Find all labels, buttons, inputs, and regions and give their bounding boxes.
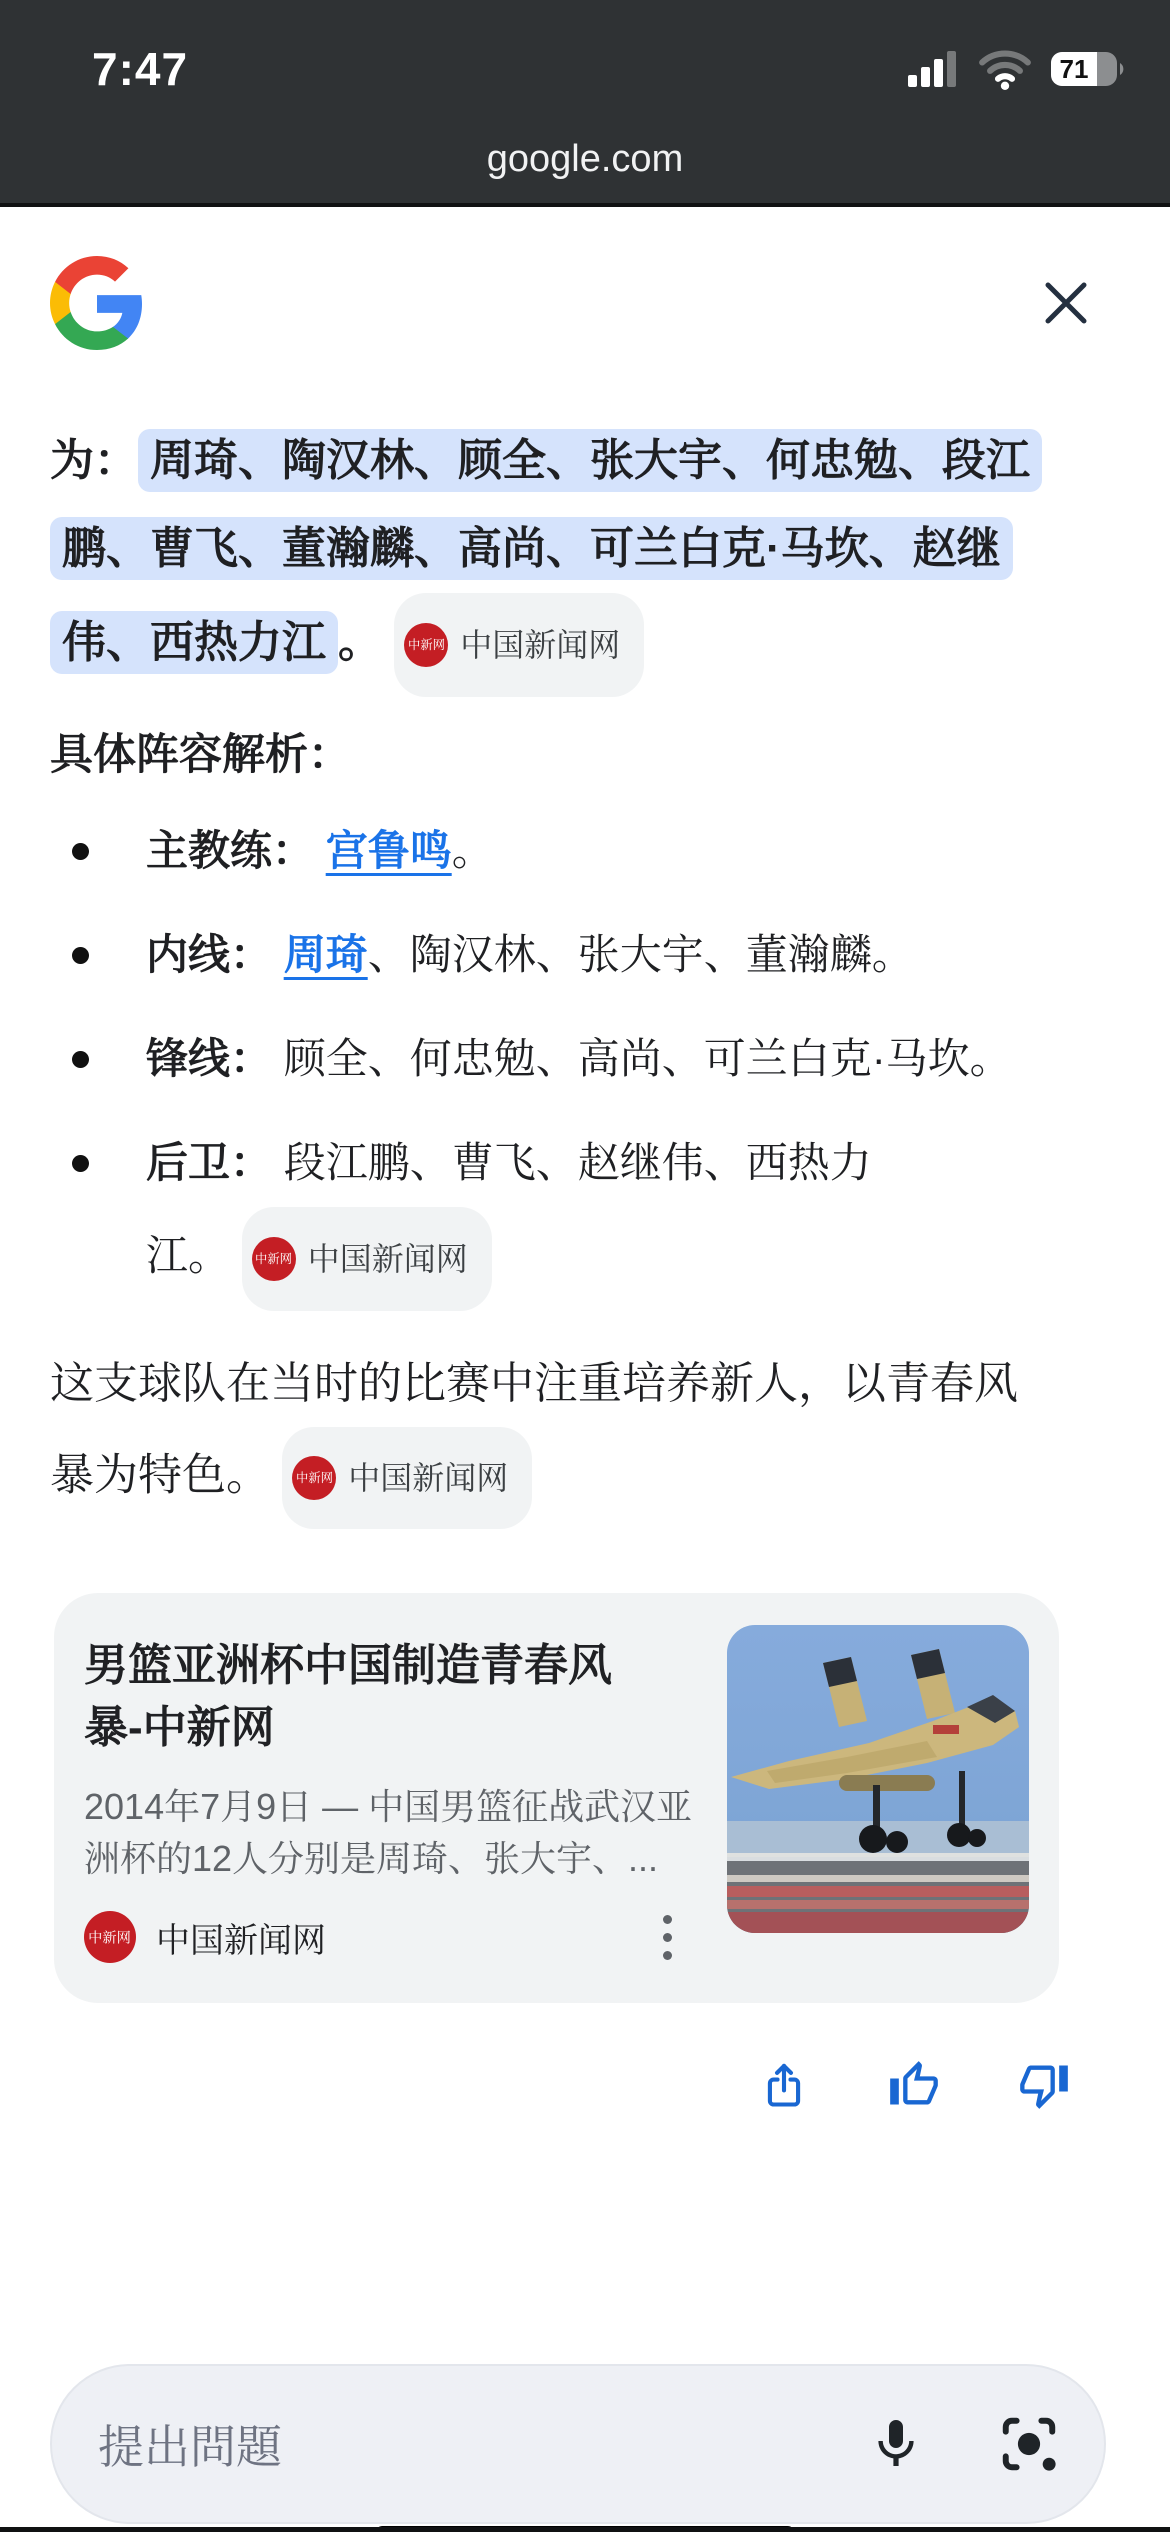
share-icon (758, 2059, 810, 2111)
source-badge-label: 中国新闻网 (307, 1241, 468, 1277)
close-button[interactable] (1038, 275, 1094, 331)
card-snippet: 2014年7月9日 — 中国男篮征战武汉亚 洲杯的12人分别是周琦、张大宇、... (84, 1786, 693, 1879)
highlighted-text[interactable]: 周琦、陶汉林、顾全、张大宇、何忠勉、段江 (138, 429, 1042, 492)
card-title[interactable]: 男篮亚洲杯中国制造青春风 暴-中新网 (84, 1641, 612, 1752)
wifi-icon (976, 48, 1034, 90)
answer-prefix: 为： (50, 436, 138, 485)
bullet-label: 主教练： (146, 827, 315, 874)
thumbs-down-icon (1018, 2059, 1070, 2111)
list-item (50, 1119, 1120, 1311)
entity-link[interactable]: 宫鲁鸣 (325, 827, 452, 874)
feedback-actions (50, 2059, 1070, 2111)
bullet-label: 锋线： (146, 1035, 273, 1082)
mic-button[interactable] (872, 2412, 920, 2476)
search-placeholder: 提出問題 (98, 2421, 282, 2473)
browser-top-bar (0, 0, 1170, 207)
bullet-label: 后卫： (146, 1139, 273, 1186)
entity-link[interactable]: 周琦 (283, 931, 368, 978)
bullet-text: 。 (451, 827, 494, 874)
lens-button[interactable] (998, 2413, 1060, 2475)
highlighted-text[interactable]: 鹏、曹飞、董瀚麟、高尚、可兰白克·马坎、赵继 (50, 517, 1013, 580)
google-logo-icon (50, 255, 144, 351)
status-time: 7:47 (92, 43, 189, 95)
kebab-menu-button[interactable] (653, 1905, 682, 1970)
list-item (50, 807, 1120, 895)
source-badge[interactable] (282, 1427, 532, 1529)
bullet-text: 江。 (146, 1232, 231, 1280)
screen-bottom-edge (0, 2527, 1170, 2532)
source-badge-label: 中国新闻网 (460, 627, 621, 663)
card-text-column (84, 1635, 694, 1963)
close-icon (1038, 275, 1094, 331)
list-item (50, 1015, 1120, 1103)
bullet-text: 、陶汉林、张大宇、董瀚麟。 (367, 931, 914, 978)
camera-lens-icon (998, 2413, 1060, 2475)
bullet-label: 内线： (146, 931, 273, 978)
source-badge[interactable] (242, 1207, 492, 1311)
thumbs-down-button[interactable] (1018, 2059, 1070, 2111)
summary-paragraph (50, 1341, 1120, 1529)
battery-percent: 71 (1059, 54, 1089, 84)
bullet-text: 顾全、何忠勉、高尚、可兰白克·马坎。 (283, 1035, 1012, 1082)
list-item (50, 911, 1120, 999)
card-source-row (84, 1911, 694, 1963)
fighter-jet-image (727, 1625, 1029, 1933)
china-news-logo-icon: 中新网 (292, 1456, 336, 1500)
thumbs-up-button[interactable] (888, 2059, 940, 2111)
status-icons (908, 48, 1130, 90)
source-badge-label: 中国新闻网 (348, 1460, 509, 1496)
source-card[interactable] (54, 1593, 1059, 2003)
china-news-logo-icon: 中新网 (84, 1911, 136, 1963)
cellular-signal-icon (908, 49, 960, 89)
highlighted-text[interactable]: 伟、西热力江 (50, 611, 338, 674)
card-source-label: 中国新闻网 (156, 1921, 326, 1960)
analysis-list (50, 807, 1120, 1311)
thumbs-up-icon (888, 2059, 940, 2111)
followup-search-bar[interactable] (50, 2364, 1106, 2524)
summary-line: 暴为特色。 (50, 1450, 270, 1500)
section-heading: 具体阵容解析： (50, 731, 351, 779)
search-bar-icons (872, 2412, 1060, 2476)
battery-icon (1050, 49, 1130, 89)
share-button[interactable] (758, 2059, 810, 2111)
china-news-logo-icon: 中新网 (252, 1237, 296, 1281)
url-domain[interactable]: google.com (486, 138, 684, 180)
bullet-text: 段江鹏、曹飞、赵继伟、西热力 (283, 1139, 872, 1186)
results-panel (0, 255, 1170, 2532)
summary-line: 这支球队在当时的比赛中注重培养新人，以青春风 (50, 1359, 1018, 1408)
source-badge[interactable] (394, 593, 644, 697)
card-thumbnail[interactable] (727, 1625, 1029, 1933)
answer-suffix: 。 (338, 617, 382, 667)
panel-header (50, 255, 1120, 351)
answer-text (50, 417, 1120, 697)
microphone-icon (872, 2412, 920, 2476)
china-news-logo-icon: 中新网 (404, 623, 448, 667)
